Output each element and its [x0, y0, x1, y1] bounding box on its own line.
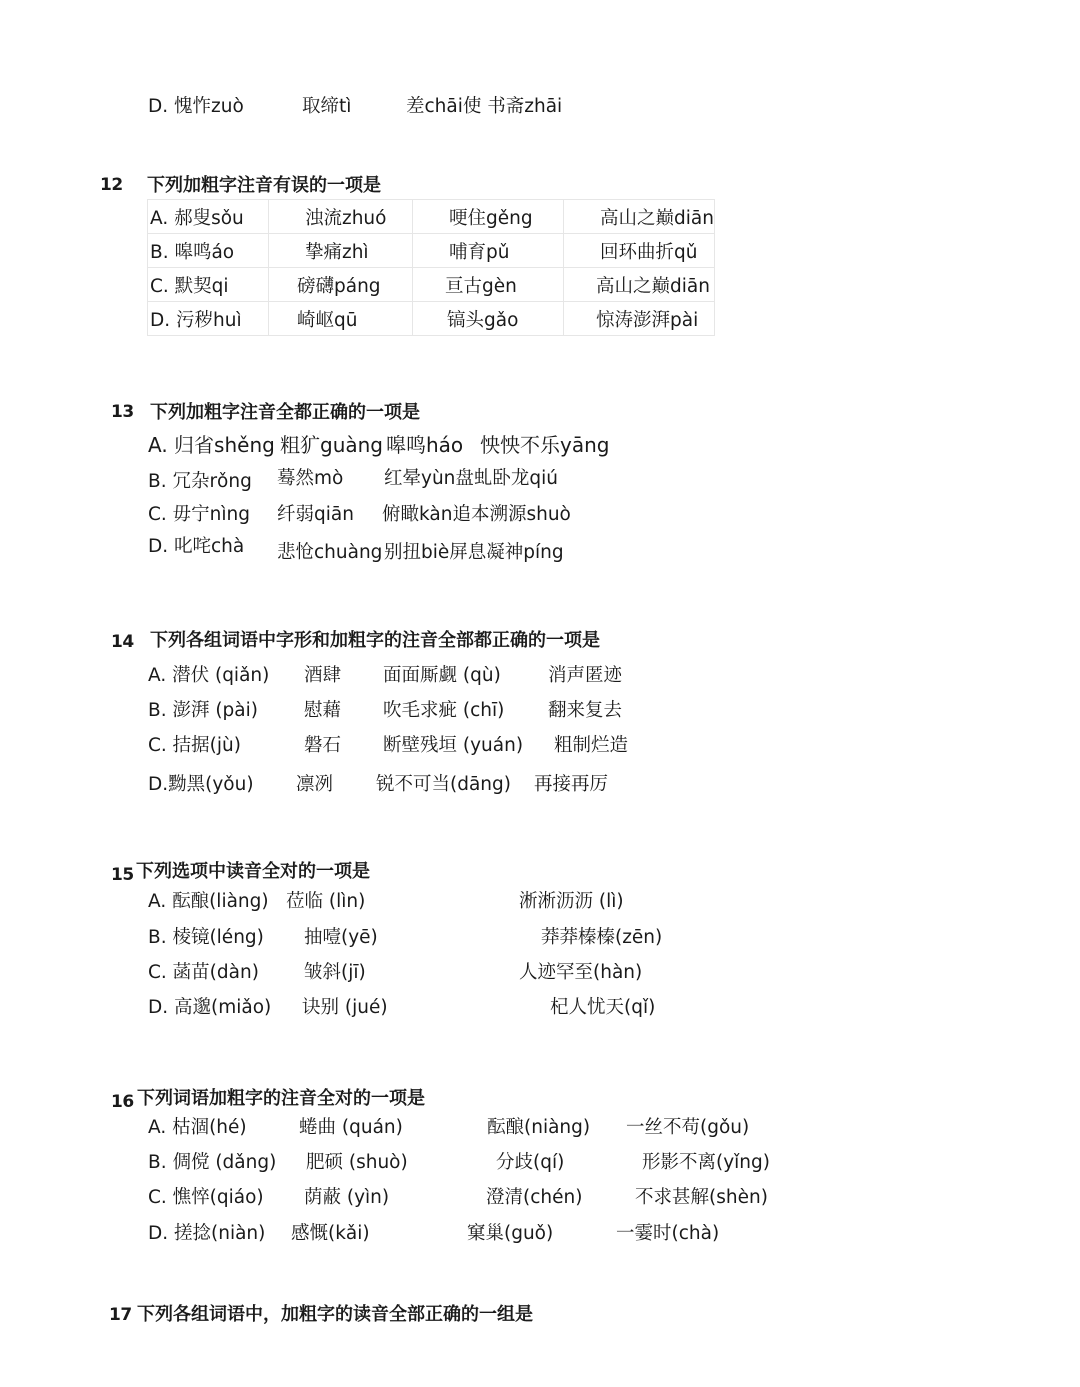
q15-d-1: D. 高邈(miǎo)	[148, 997, 272, 1018]
q15-a-2: 莅临 (lìn)	[286, 891, 366, 912]
q16-d-2: 感慨(kǎi)	[291, 1223, 370, 1244]
question-14-stem: 下列各组词语中字形和加粗字的注音全部都正确的一项是	[150, 630, 600, 651]
option-d-q11-col1: D. 愧怍zuò	[148, 96, 244, 117]
q13-b-3: 红晕yùn盘虬卧龙qiú	[384, 468, 559, 489]
table-cell: 镐头gǎo	[413, 302, 564, 336]
q14-b-4: 翻来复去	[548, 700, 623, 721]
question-16-number: 16	[111, 1092, 134, 1112]
q15-a-3: 淅淅沥沥 (lì)	[519, 891, 624, 912]
table-row	[148, 268, 715, 302]
q16-d-1: D. 搓捻(niàn)	[148, 1223, 266, 1244]
question-15-stem: 下列选项中读音全对的一项是	[136, 861, 370, 882]
q13-b-2: 蓦然mò	[277, 468, 344, 489]
q15-c-3: 人迹罕至(hàn)	[519, 962, 643, 983]
q14-d-3: 锐不可当(dāng)	[376, 774, 511, 795]
q14-a-1: A. 潜伏 (qiǎn)	[148, 665, 270, 686]
q13-c-2: 纤弱qiān	[277, 504, 354, 525]
question-12-stem: 下列加粗字注音有误的一项是	[147, 175, 381, 196]
q13-d-3: 别扭biè屏息凝神píng	[384, 542, 564, 563]
q15-d-3: 杞人忧天(qǐ)	[550, 997, 656, 1018]
q16-c-3: 澄清(chén)	[486, 1187, 583, 1208]
table-cell: 浊流zhuó	[269, 200, 413, 234]
table-cell: 挚痛zhì	[269, 234, 413, 268]
q13-d-2: 悲怆chuàng	[277, 542, 383, 563]
q14-a-3: 面面厮觑 (qù)	[383, 665, 501, 686]
q13-a-2: 粗犷guàng	[280, 433, 383, 457]
question-17-stem: 下列各组词语中，加粗字的读音全部正确的一组是	[137, 1304, 533, 1325]
q14-d-1: D.黝黑(yǒu)	[148, 774, 254, 795]
q15-d-2: 诀别 (jué)	[302, 997, 388, 1018]
q15-b-2: 抽噎(yē)	[304, 927, 378, 948]
q16-b-3: 分歧(qí)	[496, 1152, 565, 1173]
q14-b-3: 吹毛求疵 (chī)	[383, 700, 505, 721]
table-cell: 回环曲折qǔ	[564, 234, 715, 268]
q16-d-3: 窠巢(guǒ)	[467, 1223, 554, 1244]
table-cell: 高山之巅diān	[564, 200, 715, 234]
table-cell: D. 污秽huì	[148, 302, 269, 336]
question-16-stem: 下列词语加粗字的注音全对的一项是	[137, 1088, 425, 1109]
table-cell: A. 郝叟sǒu	[148, 200, 269, 234]
question-14-number: 14	[111, 632, 134, 652]
question-12-table	[147, 199, 715, 336]
q14-c-2: 磐石	[304, 735, 342, 756]
q15-b-3: 莽莽榛榛(zēn)	[541, 927, 663, 948]
table-cell: 哽住gěng	[413, 200, 564, 234]
q14-b-1: B. 澎湃 (pài)	[148, 700, 258, 721]
q14-c-3: 断壁残垣 (yuán)	[383, 735, 524, 756]
table-cell: B. 嗥鸣áo	[148, 234, 269, 268]
q13-c-1: C. 毋宁nìng	[148, 504, 251, 525]
table-cell: 惊涛澎湃pài	[564, 302, 715, 336]
q14-b-2: 慰藉	[304, 700, 342, 721]
table-cell: 亘古gèn	[413, 268, 564, 302]
q16-a-3: 酝酿(niàng)	[487, 1117, 591, 1138]
q15-a-1: A. 酝酿(liàng)	[148, 891, 269, 912]
q16-c-4: 不求甚解(shèn)	[635, 1187, 768, 1208]
q13-c-3: 俯瞰kàn追本溯源shuò	[382, 504, 571, 525]
table-row	[148, 200, 715, 234]
table-cell: 哺育pǔ	[413, 234, 564, 268]
q16-a-4: 一丝不苟(gǒu)	[626, 1117, 750, 1138]
q14-d-2: 凛冽	[296, 774, 334, 795]
table-cell: C. 默契qi	[148, 268, 269, 302]
question-17-number: 17	[109, 1305, 132, 1325]
q16-c-2: 荫蔽 (yìn)	[304, 1187, 390, 1208]
q13-d-1: D. 叱咤chà	[148, 536, 245, 557]
table-row	[148, 234, 715, 268]
table-cell: 崎岖qū	[269, 302, 413, 336]
q16-b-1: B. 倜傥 (dǎng)	[148, 1152, 277, 1173]
q16-b-4: 形影不离(yǐng)	[642, 1152, 770, 1173]
q14-c-4: 粗制烂造	[554, 735, 629, 756]
q16-b-2: 肥硕 (shuò)	[306, 1152, 408, 1173]
q15-b-1: B. 棱镜(léng)	[148, 927, 264, 948]
table-cell: 高山之巅diān	[564, 268, 715, 302]
question-12-number: 12	[100, 175, 123, 195]
q16-c-1: C. 憔悴(qiáo)	[148, 1187, 264, 1208]
q14-d-4: 再接再厉	[534, 774, 609, 795]
q13-b-1: B. 冗杂rǒng	[148, 471, 252, 492]
q13-a-4: 怏怏不乐yāng	[480, 433, 610, 457]
q14-c-1: C. 拮据(jù)	[148, 735, 241, 756]
q16-a-2: 蜷曲 (quán)	[299, 1117, 403, 1138]
q13-a-3: 嗥鸣háo	[386, 433, 464, 457]
q13-a-1: A. 归省shěng	[148, 433, 275, 457]
option-d-q11-col3: 差chāi使 书斋zhāi	[406, 96, 563, 117]
q15-c-2: 皱斜(jī)	[304, 962, 366, 983]
table-cell: 磅礴páng	[269, 268, 413, 302]
table-row	[148, 302, 715, 336]
q14-a-4: 消声匿迹	[548, 665, 623, 686]
q15-c-1: C. 菡苗(dàn)	[148, 962, 259, 983]
question-13-stem: 下列加粗字注音全都正确的一项是	[150, 402, 420, 423]
question-15-number: 15	[111, 865, 134, 885]
q16-a-1: A. 枯涸(hé)	[148, 1117, 247, 1138]
q16-d-4: 一霎时(chà)	[616, 1223, 720, 1244]
question-13-number: 13	[111, 402, 134, 422]
option-d-q11-col2: 取缔tì	[302, 96, 352, 117]
q14-a-2: 酒肆	[304, 665, 342, 686]
